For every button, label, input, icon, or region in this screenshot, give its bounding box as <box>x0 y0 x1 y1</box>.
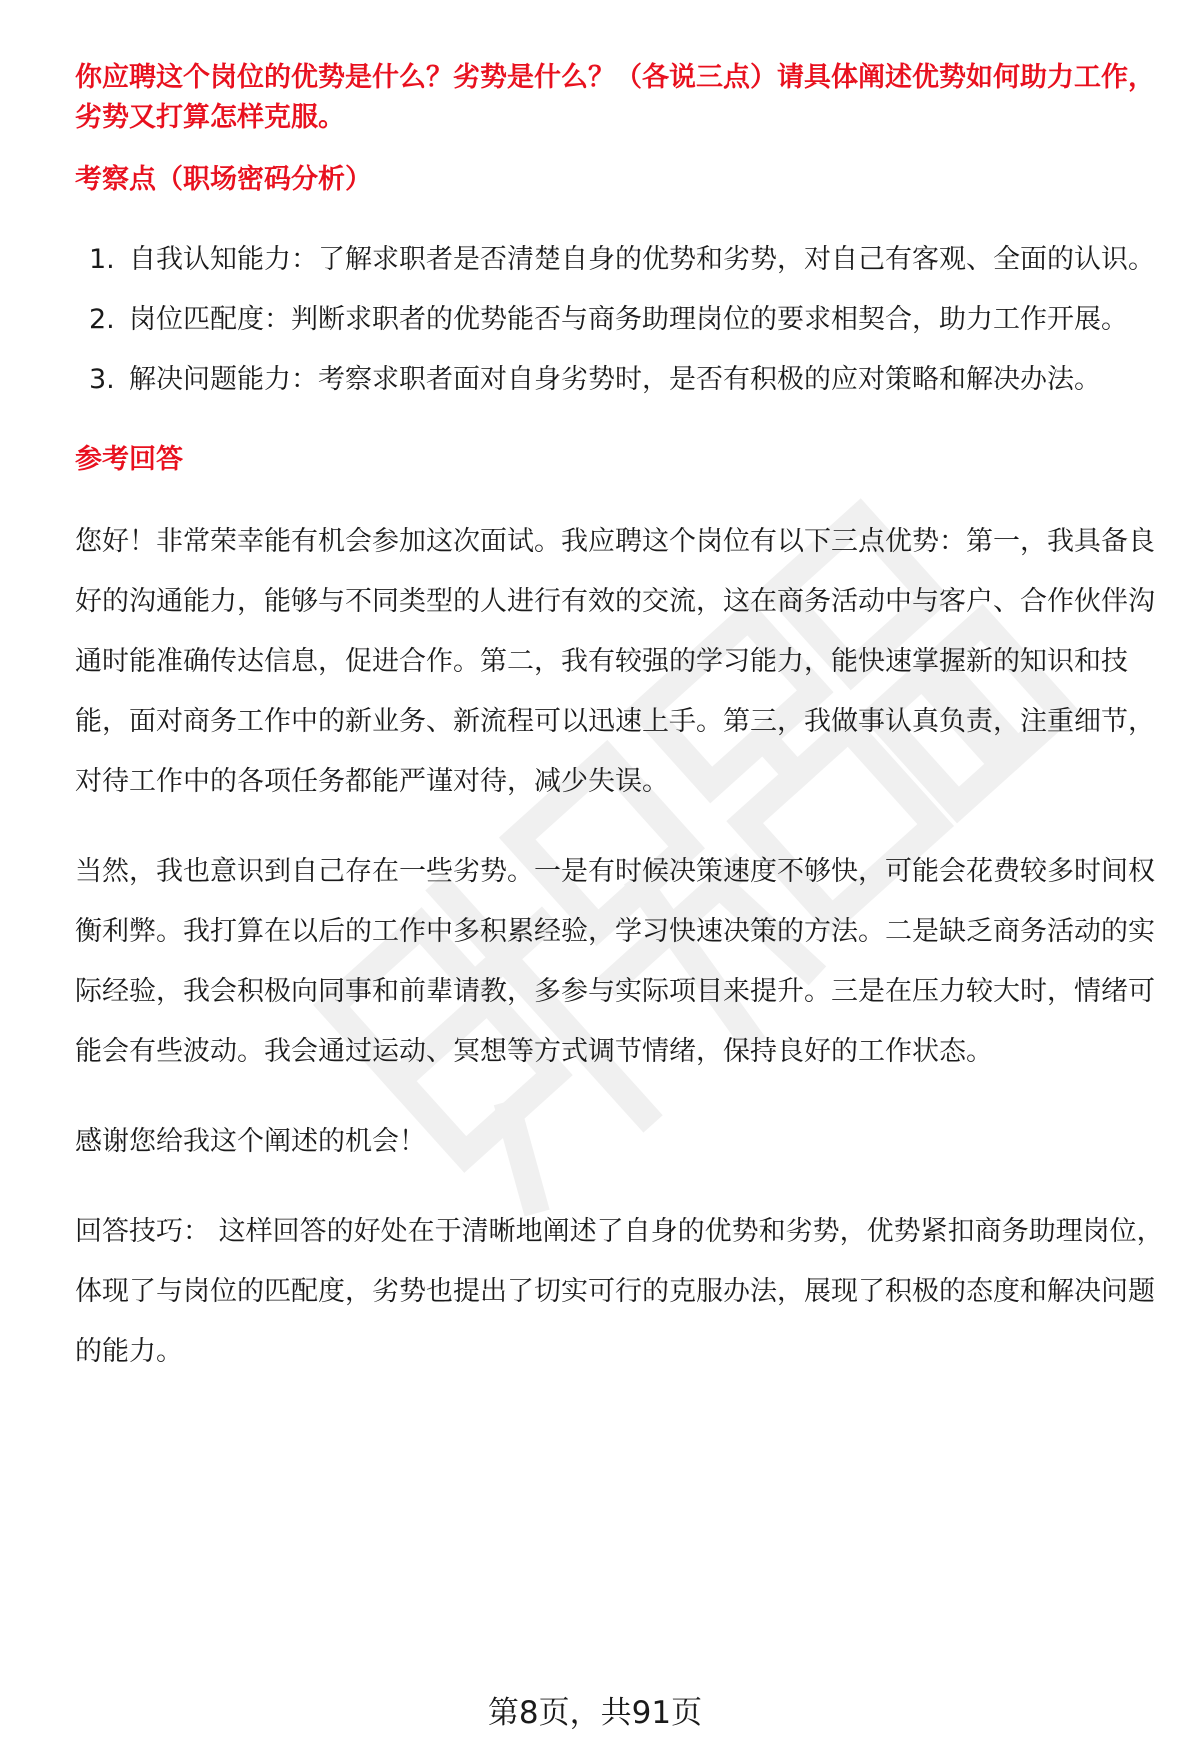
answer-paragraph-strengths: 您好！非常荣幸能有机会参加这次面试。我应聘这个岗位有以下三点优势：第一，我具备良好的沟通能力，能够与不同类型的人进行有效的交流，这在商务活动中与客户、合作伙伴沟通时能准确传达信息，促进合作。第二，我有较强的学习能力，能快速掌握新的知识和技能，面对商务工作中的新业务、新流程可以迅速上手。第三，我做事认真负责，注重细节，对待工作中的各项任务都能严谨对待，减少失误。 <box>75 526 1155 797</box>
answer-paragraph-weaknesses: 当然，我也意识到自己存在一些劣势。一是有时候决策速度不够快，可能会花费较多时间权衡利弊。我打算在以后的工作中多积累经验，学习快速决策的方法。二是缺乏商务活动的实际经验，我会积极向同事和前辈请教，多参与实际项目来提升。三是在压力较大时，情绪可能会有些波动。我会通过运动、冥想等方式调节情绪，保持良好的工作状态。 <box>75 856 1155 1067</box>
exam-points-title: 考察点（职场密码分析） <box>75 164 372 195</box>
question-heading: 你应聘这个岗位的优势是什么？劣势是什么？（各说三点）请具体阐述优势如何助力工作，劣势又打算怎样克服。 <box>75 62 1155 133</box>
answer-paragraph-thanks: 感谢您给我这个阐述的机会！ <box>75 1126 426 1157</box>
list-item <box>75 230 1165 290</box>
list-item-number: 1. <box>89 244 115 275</box>
list-item-number: 3. <box>89 364 115 395</box>
list-item <box>75 290 1165 350</box>
list-item <box>75 350 1165 410</box>
answer-title: 参考回答 <box>75 444 183 475</box>
list-item-text: 自我认知能力：了解求职者是否清楚自身的优势和劣势，对自己有客观、全面的认识。 <box>129 244 1155 275</box>
list-item-text: 岗位匹配度：判断求职者的优势能否与商务助理岗位的要求相契合，助力工作开展。 <box>129 304 1128 335</box>
page-number: 第8页，共91页 <box>487 1695 703 1731</box>
answer-tips: 回答技巧： 这样回答的好处在于清晰地阐述了自身的优势和劣势，优势紧扣商务助理岗位，体现了与岗位的匹配度，劣势也提出了切实可行的克服办法，展现了积极的态度和解决问题的能力。 <box>75 1216 1164 1367</box>
exam-points-list <box>75 230 1165 410</box>
list-item-number: 2. <box>89 304 115 335</box>
list-item-text: 解决问题能力：考察求职者面对自身劣势时，是否有积极的应对策略和解决办法。 <box>129 364 1101 395</box>
document-body <box>75 58 1165 1382</box>
